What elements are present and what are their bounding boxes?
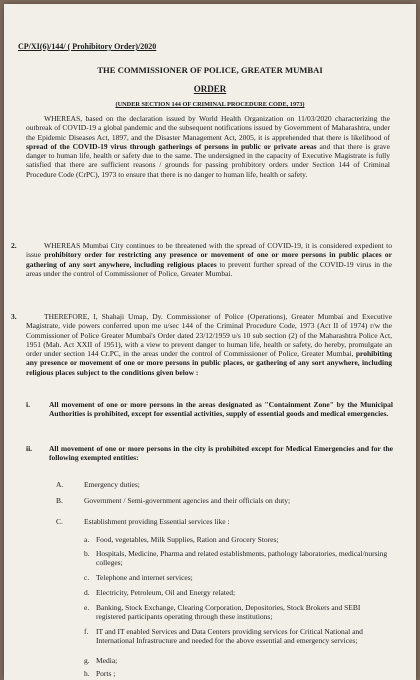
reference-number: CP/XI(6)/144/ ( Prohibitory Order)/2020 [18, 42, 157, 51]
clause-i-label: i. [26, 400, 30, 409]
paragraph-2-number: 2. [11, 241, 17, 250]
service-text: Hospitals, Medicine, Pharma and related establishments, pathology laboratories, medical/nursing colleges; [96, 549, 388, 568]
paragraph-1-text: WHEREAS, based on the declaration issued by World Health Organization on 11/03/2020 characterizing the outbreak of COVID-19 a global pandemic and the subsequent notifications issued by Government of Maharashtra, under the Epidemic Diseases Act, 1897, and the Disaster Management Act, 2005, it is apprehended that there is likelihood of [26, 114, 390, 142]
paragraph-3-text: THEREFORE, I, Shahaji Umap, Dy. Commissioner of Police (Operations), Greater Mumbai and Executive Magistrate, vide powers conferred upon me u/sec 144 of the Criminal Procedure Code, 1973 (Act II of 1974) r/w the Commissioner of Police Greater Mumbai's Order dated 23/12/1959 u/s 10 sub section (2) of the Maharashtra Police Act, 1951 (Mah. Act XXII of 1951), with a view to prevent danger to human life, health or safety, do hereby, promulgate an order under section 144 Cr.PC, in the areas under the control of Commissioner of Police, Greater Mumbai, [26, 312, 392, 359]
order-title: ORDER [193, 84, 227, 94]
entity-text: Government / Semi-government agencies and their officials on duty; [84, 496, 291, 505]
clause-i-text: All movement of one or more persons in the areas designated as "Containment Zone" by the Municipal Authorities is prohibited, except for essential activities, supply of essential goods and medical emergencies. [49, 400, 393, 419]
service-text: Electricity, Petroleum, Oil and Energy related; [96, 588, 236, 597]
entity-text: Emergency duties; [84, 480, 140, 489]
service-label: c. [84, 573, 90, 582]
paragraph-1-bold: spread of the COVID-19 virus through gatherings of persons in public or private areas [26, 141, 317, 151]
service-text: Media; [96, 656, 118, 665]
service-label: f. [84, 627, 89, 636]
service-text: Food, vegetables, Milk Supplies, Ration and Grocery Stores; [96, 535, 279, 544]
entity-text: Establishment providing Essential services like : [84, 517, 230, 526]
service-label: a. [84, 535, 90, 544]
issuing-authority: THE COMMISSIONER OF POLICE, GREATER MUMBAI [97, 65, 323, 75]
paragraph-2-bold: prohibitory order for restricting any presence or movement of one or more persons in public places or gathering of any sort anywhere, including religious places [26, 250, 392, 269]
service-text: Ports ; [96, 669, 116, 678]
service-label: d. [84, 588, 90, 597]
service-label: h. [84, 669, 90, 678]
paragraph-2 [26, 241, 392, 278]
entity-label: B. [56, 496, 63, 505]
clause-ii-label: ii. [26, 444, 33, 453]
service-text: Banking, Stock Exchange, Clearing Corporation, Depositories, Stock Brokers and SEBI registered participants operating through these institutions; [96, 603, 361, 622]
entity-label: C. [56, 517, 63, 526]
paragraph-2-text-end: to prevent further spread of the COVID-19 virus in the areas under the control of Commissioner of Police, Greater Mumbai. [26, 259, 392, 278]
order-document [4, 4, 416, 680]
clause-ii-text: All movement of one or more persons in the city is prohibited except for Medical Emergencies and for the following exempted entities: [49, 444, 393, 463]
paragraph-3-bold: prohibiting any presence or movement of one or more persons in public places, or gathering of any sort anywhere, including religious places subject to the conditions given below : [26, 349, 392, 377]
service-text: IT and IT enabled Services and Data Centers providing services for Critical National and International Infrastructure and needed for the above essential and emergency services; [96, 627, 363, 646]
entity-label: A. [56, 480, 64, 489]
paragraph-2-text: WHEREAS Mumbai City continues to be threatened with the spread of COVID-19, it is considered expedient to issue [26, 241, 392, 260]
paragraph-3 [26, 312, 392, 377]
paragraph-1 [26, 114, 390, 179]
legal-section: (UNDER SECTION 144 OF CRIMINAL PROCEDURE CODE, 1973) [115, 101, 305, 108]
service-label: g. [84, 656, 90, 665]
service-text: Telephone and internet services; [96, 573, 193, 582]
service-label: b. [84, 549, 90, 558]
paragraph-1-text-end: and that there is grave danger to human life, health or safety due to the same. The undersigned in the capacity of Executive Magistrate is fully satisfied that there are sufficient reasons / grounds for passing prohibitory orders under Section 144 of Criminal Procedure Code (CrPC), 1973 to ensure that there is no danger to human life, health or safety. [26, 141, 390, 179]
service-label: e. [84, 603, 90, 612]
paragraph-3-number: 3. [11, 312, 17, 321]
